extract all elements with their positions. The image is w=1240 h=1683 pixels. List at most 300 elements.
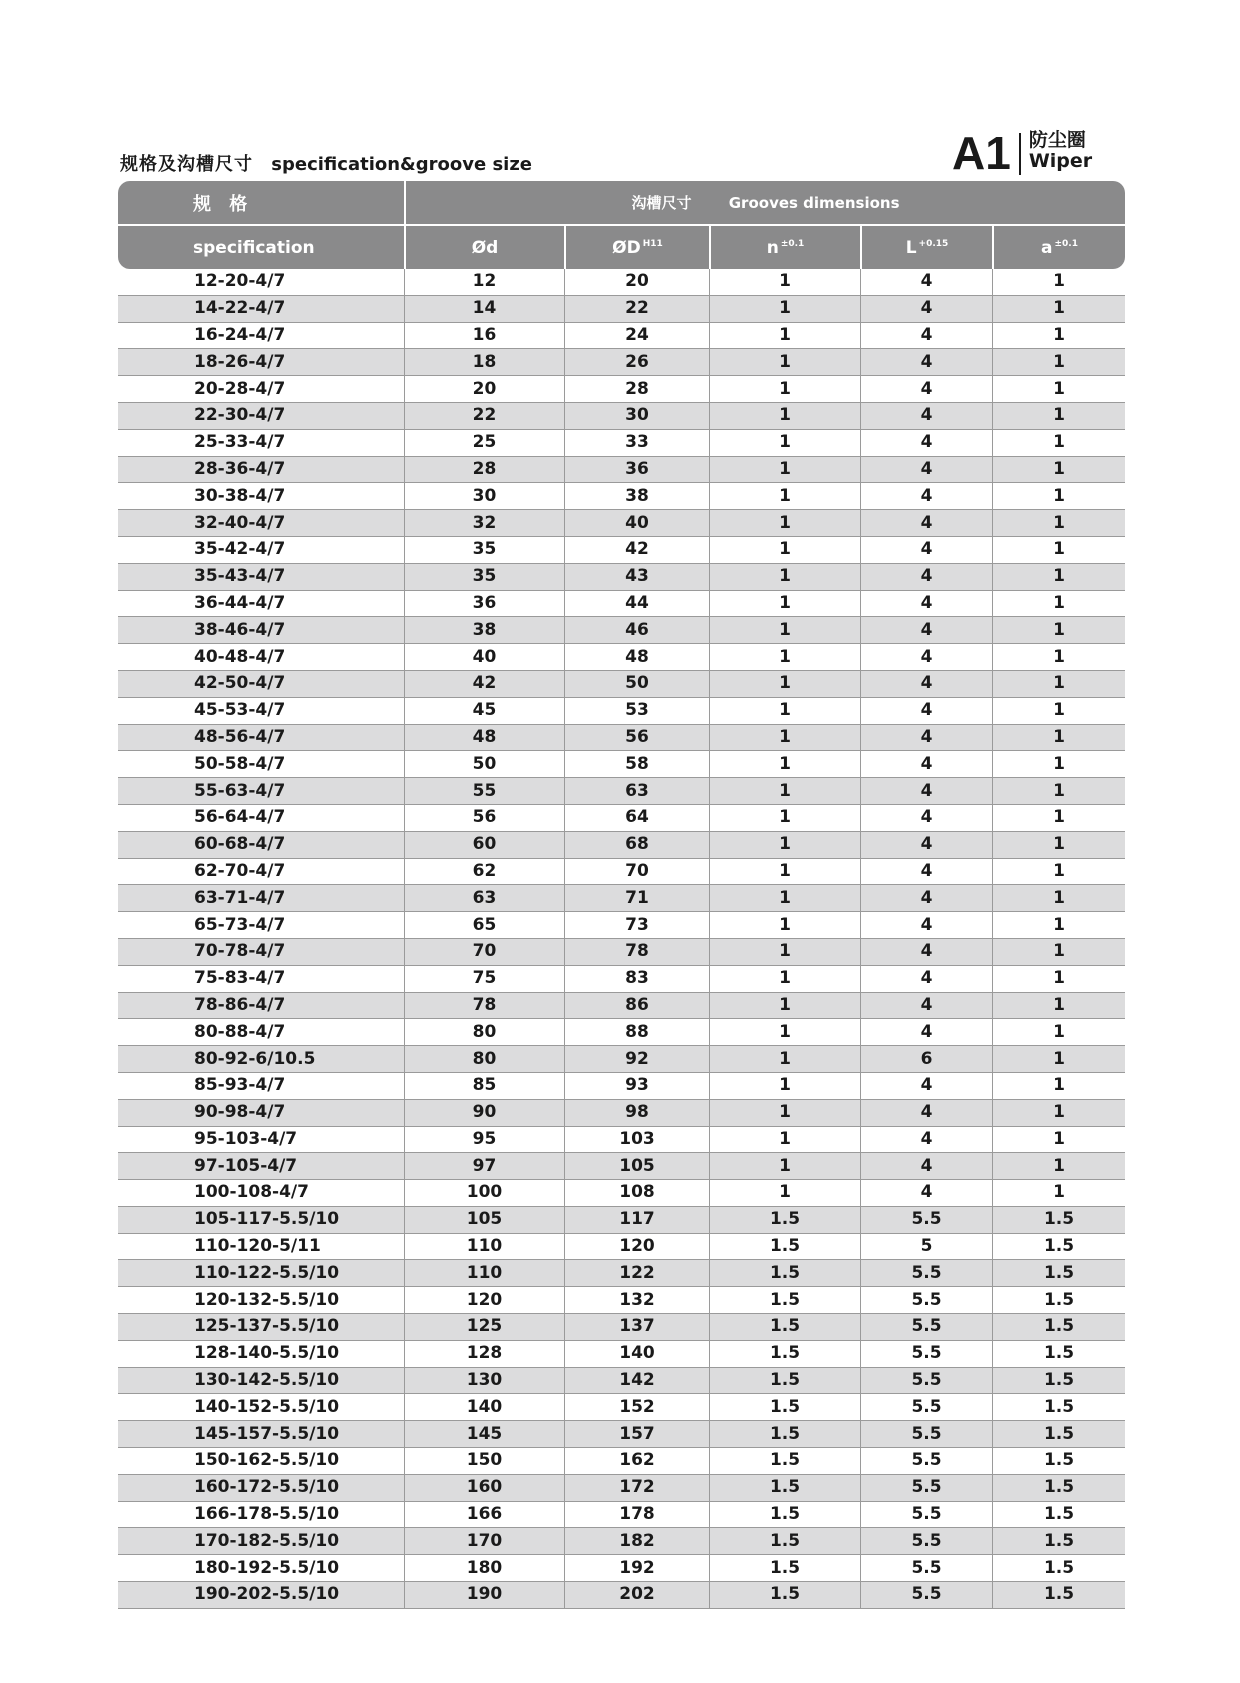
table-row: [118, 698, 1125, 725]
cell-D: 71: [564, 885, 709, 912]
cell-spec: 55-63-4/7: [118, 778, 404, 805]
cell-D: 192: [564, 1555, 709, 1582]
cell-d: 63: [404, 885, 564, 912]
cell-n: 1: [709, 1073, 860, 1100]
cell-n: 1: [709, 537, 860, 564]
cell-L: 5.5: [860, 1368, 992, 1395]
cell-d: 40: [404, 644, 564, 671]
cell-D: 172: [564, 1475, 709, 1502]
table-row: [118, 725, 1125, 752]
table-row: [118, 751, 1125, 778]
header-col-d: Ød: [404, 224, 564, 269]
product-name: [1029, 130, 1092, 172]
cell-a: 1: [992, 269, 1125, 296]
cell-spec: 105-117-5.5/10: [118, 1207, 404, 1234]
cell-L: 4: [860, 296, 992, 323]
product-name-cn: 防尘圈: [1028, 129, 1086, 151]
cell-spec: 130-142-5.5/10: [118, 1368, 404, 1395]
cell-L: 5.5: [860, 1555, 992, 1582]
cell-L: 5.5: [860, 1341, 992, 1368]
cell-D: 33: [564, 430, 709, 457]
table-row: [118, 1582, 1125, 1609]
cell-a: 1.5: [992, 1448, 1125, 1475]
cell-L: 4: [860, 1073, 992, 1100]
cell-d: 50: [404, 751, 564, 778]
table-row: [118, 591, 1125, 618]
table-row: [118, 349, 1125, 376]
cell-d: 150: [404, 1448, 564, 1475]
cell-L: 5.5: [860, 1260, 992, 1287]
cell-a: 1.5: [992, 1234, 1125, 1261]
cell-L: 4: [860, 912, 992, 939]
cell-a: 1.5: [992, 1394, 1125, 1421]
cell-spec: 32-40-4/7: [118, 510, 404, 537]
cell-a: 1: [992, 778, 1125, 805]
header-spec-en: specification: [118, 224, 404, 269]
cell-L: 4: [860, 966, 992, 993]
cell-d: 97: [404, 1153, 564, 1180]
cell-a: 1.5: [992, 1341, 1125, 1368]
cell-n: 1: [709, 751, 860, 778]
cell-spec: 42-50-4/7: [118, 671, 404, 698]
cell-d: 125: [404, 1314, 564, 1341]
cell-a: 1: [992, 1100, 1125, 1127]
cell-L: 4: [860, 537, 992, 564]
cell-n: 1: [709, 644, 860, 671]
cell-a: 1: [992, 698, 1125, 725]
cell-d: 55: [404, 778, 564, 805]
cell-D: 182: [564, 1528, 709, 1555]
cell-n: 1: [709, 778, 860, 805]
cell-n: 1: [709, 805, 860, 832]
cell-L: 4: [860, 751, 992, 778]
cell-d: 90: [404, 1100, 564, 1127]
cell-n: 1: [709, 966, 860, 993]
table-row: [118, 269, 1125, 296]
cell-n: 1: [709, 510, 860, 537]
cell-n: 1: [709, 725, 860, 752]
cell-spec: 25-33-4/7: [118, 430, 404, 457]
table-row: [118, 671, 1125, 698]
cell-a: 1: [992, 939, 1125, 966]
cell-spec: 97-105-4/7: [118, 1153, 404, 1180]
cell-L: 4: [860, 778, 992, 805]
cell-n: 1: [709, 269, 860, 296]
cell-D: 92: [564, 1046, 709, 1073]
table-body: [118, 269, 1125, 1609]
cell-a: 1: [992, 912, 1125, 939]
spec-table: [118, 181, 1125, 1609]
table-row: [118, 1475, 1125, 1502]
cell-d: 60: [404, 832, 564, 859]
table-row: [118, 993, 1125, 1020]
cell-D: 83: [564, 966, 709, 993]
cell-n: 1.5: [709, 1368, 860, 1395]
cell-a: 1: [992, 1153, 1125, 1180]
cell-d: 16: [404, 323, 564, 350]
cell-spec: 140-152-5.5/10: [118, 1394, 404, 1421]
cell-n: 1: [709, 457, 860, 484]
cell-d: 70: [404, 939, 564, 966]
cell-a: 1: [992, 644, 1125, 671]
cell-d: 180: [404, 1555, 564, 1582]
cell-n: 1: [709, 349, 860, 376]
table-row: [118, 939, 1125, 966]
cell-L: 4: [860, 698, 992, 725]
cell-a: 1: [992, 832, 1125, 859]
cell-L: 4: [860, 483, 992, 510]
cell-n: 1: [709, 993, 860, 1020]
cell-d: 32: [404, 510, 564, 537]
cell-D: 28: [564, 376, 709, 403]
cell-L: 5: [860, 1234, 992, 1261]
header-spec-cn: 规 格: [118, 181, 404, 224]
cell-n: 1.5: [709, 1448, 860, 1475]
table-row: [118, 859, 1125, 886]
cell-D: 30: [564, 403, 709, 430]
cell-L: 4: [860, 1180, 992, 1207]
cell-L: 5.5: [860, 1287, 992, 1314]
cell-a: 1: [992, 725, 1125, 752]
cell-L: 5.5: [860, 1314, 992, 1341]
table-row: [118, 483, 1125, 510]
cell-L: 4: [860, 885, 992, 912]
cell-spec: 14-22-4/7: [118, 296, 404, 323]
cell-D: 140: [564, 1341, 709, 1368]
table-row: [118, 1528, 1125, 1555]
cell-D: 46: [564, 617, 709, 644]
cell-d: 110: [404, 1260, 564, 1287]
cell-L: 4: [860, 832, 992, 859]
table-row: [118, 1180, 1125, 1207]
cell-L: 5.5: [860, 1528, 992, 1555]
cell-D: 86: [564, 993, 709, 1020]
cell-spec: 95-103-4/7: [118, 1127, 404, 1154]
cell-spec: 38-46-4/7: [118, 617, 404, 644]
cell-a: 1: [992, 993, 1125, 1020]
cell-spec: 85-93-4/7: [118, 1073, 404, 1100]
cell-D: 43: [564, 564, 709, 591]
cell-d: 42: [404, 671, 564, 698]
cell-spec: 48-56-4/7: [118, 725, 404, 752]
cell-L: 6: [860, 1046, 992, 1073]
cell-n: 1: [709, 1100, 860, 1127]
cell-D: 38: [564, 483, 709, 510]
cell-D: 120: [564, 1234, 709, 1261]
cell-D: 36: [564, 457, 709, 484]
cell-D: 24: [564, 323, 709, 350]
cell-D: 58: [564, 751, 709, 778]
cell-a: 1: [992, 805, 1125, 832]
cell-L: 4: [860, 617, 992, 644]
table-row: [118, 832, 1125, 859]
cell-n: 1.5: [709, 1528, 860, 1555]
cell-n: 1: [709, 323, 860, 350]
cell-D: 157: [564, 1421, 709, 1448]
cell-spec: 160-172-5.5/10: [118, 1475, 404, 1502]
cell-d: 36: [404, 591, 564, 618]
cell-D: 48: [564, 644, 709, 671]
cell-spec: 75-83-4/7: [118, 966, 404, 993]
cell-D: 73: [564, 912, 709, 939]
cell-d: 190: [404, 1582, 564, 1609]
cell-D: 64: [564, 805, 709, 832]
cell-d: 56: [404, 805, 564, 832]
cell-n: 1.5: [709, 1394, 860, 1421]
cell-spec: 166-178-5.5/10: [118, 1502, 404, 1529]
cell-L: 5.5: [860, 1421, 992, 1448]
cell-d: 20: [404, 376, 564, 403]
cell-d: 166: [404, 1502, 564, 1529]
cell-L: 4: [860, 269, 992, 296]
cell-L: 4: [860, 349, 992, 376]
cell-d: 85: [404, 1073, 564, 1100]
table-row: [118, 1153, 1125, 1180]
cell-spec: 190-202-5.5/10: [118, 1582, 404, 1609]
cell-a: 1.5: [992, 1421, 1125, 1448]
cell-n: 1.5: [709, 1475, 860, 1502]
cell-spec: 56-64-4/7: [118, 805, 404, 832]
cell-spec: 63-71-4/7: [118, 885, 404, 912]
cell-d: 140: [404, 1394, 564, 1421]
cell-a: 1: [992, 483, 1125, 510]
table-row: [118, 1127, 1125, 1154]
header-col-a: a $^{\pm 0.1}$: [992, 224, 1125, 269]
table-row: [118, 1260, 1125, 1287]
cell-L: 4: [860, 1019, 992, 1046]
cell-n: 1.5: [709, 1287, 860, 1314]
cell-d: 95: [404, 1127, 564, 1154]
table-row: [118, 617, 1125, 644]
header-grooves-en: Grooves dimensions: [728, 194, 900, 212]
cell-n: 1: [709, 403, 860, 430]
cell-D: 93: [564, 1073, 709, 1100]
cell-L: 4: [860, 805, 992, 832]
cell-spec: 90-98-4/7: [118, 1100, 404, 1127]
header-grooves: [404, 181, 1125, 224]
cell-L: 5.5: [860, 1394, 992, 1421]
cell-L: 4: [860, 376, 992, 403]
cell-a: 1: [992, 564, 1125, 591]
cell-d: 62: [404, 859, 564, 886]
cell-a: 1: [992, 403, 1125, 430]
cell-D: 22: [564, 296, 709, 323]
cell-a: 1: [992, 1019, 1125, 1046]
cell-D: 103: [564, 1127, 709, 1154]
cell-spec: 80-92-6/10.5: [118, 1046, 404, 1073]
cell-a: 1: [992, 323, 1125, 350]
cell-a: 1: [992, 1180, 1125, 1207]
cell-a: 1.5: [992, 1555, 1125, 1582]
cell-spec: 36-44-4/7: [118, 591, 404, 618]
cell-d: 100: [404, 1180, 564, 1207]
cell-L: 5.5: [860, 1582, 992, 1609]
cell-D: 98: [564, 1100, 709, 1127]
title-cn: 规格及沟槽尺寸: [120, 154, 253, 175]
table-row: [118, 323, 1125, 350]
cell-L: 4: [860, 725, 992, 752]
table-row: [118, 1100, 1125, 1127]
cell-D: 68: [564, 832, 709, 859]
cell-D: 117: [564, 1207, 709, 1234]
cell-a: 1: [992, 349, 1125, 376]
cell-n: 1: [709, 1180, 860, 1207]
table-row: [118, 885, 1125, 912]
table-row: [118, 966, 1125, 993]
cell-spec: 150-162-5.5/10: [118, 1448, 404, 1475]
cell-spec: 22-30-4/7: [118, 403, 404, 430]
cell-D: 105: [564, 1153, 709, 1180]
cell-n: 1: [709, 885, 860, 912]
cell-D: 132: [564, 1287, 709, 1314]
cell-a: 1.5: [992, 1502, 1125, 1529]
cell-L: 4: [860, 1153, 992, 1180]
cell-d: 105: [404, 1207, 564, 1234]
cell-a: 1: [992, 430, 1125, 457]
cell-d: 78: [404, 993, 564, 1020]
cell-spec: 50-58-4/7: [118, 751, 404, 778]
cell-n: 1: [709, 296, 860, 323]
cell-d: 160: [404, 1475, 564, 1502]
cell-n: 1: [709, 859, 860, 886]
cell-n: 1.5: [709, 1502, 860, 1529]
cell-L: 4: [860, 1100, 992, 1127]
cell-spec: 30-38-4/7: [118, 483, 404, 510]
table-row: [118, 1234, 1125, 1261]
cell-spec: 78-86-4/7: [118, 993, 404, 1020]
cell-d: 30: [404, 483, 564, 510]
cell-n: 1.5: [709, 1207, 860, 1234]
cell-d: 170: [404, 1528, 564, 1555]
cell-L: 5.5: [860, 1475, 992, 1502]
cell-spec: 40-48-4/7: [118, 644, 404, 671]
cell-D: 88: [564, 1019, 709, 1046]
cell-n: 1: [709, 832, 860, 859]
cell-spec: 45-53-4/7: [118, 698, 404, 725]
table-row: [118, 1046, 1125, 1073]
cell-d: 22: [404, 403, 564, 430]
table-row: [118, 457, 1125, 484]
cell-L: 4: [860, 859, 992, 886]
cell-spec: 12-20-4/7: [118, 269, 404, 296]
cell-a: 1: [992, 591, 1125, 618]
cell-D: 63: [564, 778, 709, 805]
cell-n: 1: [709, 1019, 860, 1046]
cell-a: 1: [992, 966, 1125, 993]
cell-spec: 35-42-4/7: [118, 537, 404, 564]
table-row: [118, 537, 1125, 564]
cell-L: 5.5: [860, 1448, 992, 1475]
cell-d: 14: [404, 296, 564, 323]
cell-spec: 145-157-5.5/10: [118, 1421, 404, 1448]
cell-n: 1: [709, 912, 860, 939]
cell-n: 1: [709, 698, 860, 725]
cell-D: 202: [564, 1582, 709, 1609]
cell-D: 26: [564, 349, 709, 376]
cell-a: 1.5: [992, 1260, 1125, 1287]
table-row: [118, 1368, 1125, 1395]
cell-a: 1: [992, 510, 1125, 537]
cell-L: 4: [860, 993, 992, 1020]
cell-L: 4: [860, 564, 992, 591]
cell-n: 1.5: [709, 1582, 860, 1609]
cell-spec: 128-140-5.5/10: [118, 1341, 404, 1368]
table-row: [118, 376, 1125, 403]
cell-L: 4: [860, 591, 992, 618]
cell-a: 1: [992, 859, 1125, 886]
cell-n: 1.5: [709, 1314, 860, 1341]
cell-spec: 16-24-4/7: [118, 323, 404, 350]
cell-D: 152: [564, 1394, 709, 1421]
cell-n: 1: [709, 376, 860, 403]
cell-d: 110: [404, 1234, 564, 1261]
cell-a: 1: [992, 1073, 1125, 1100]
table-row: [118, 644, 1125, 671]
table-row: [118, 1314, 1125, 1341]
table-row: [118, 1287, 1125, 1314]
cell-n: 1.5: [709, 1421, 860, 1448]
cell-spec: 70-78-4/7: [118, 939, 404, 966]
table-row: [118, 1073, 1125, 1100]
cell-spec: 65-73-4/7: [118, 912, 404, 939]
cell-n: 1: [709, 671, 860, 698]
cell-d: 145: [404, 1421, 564, 1448]
table-row: [118, 403, 1125, 430]
table-row: [118, 778, 1125, 805]
cell-a: 1: [992, 617, 1125, 644]
cell-spec: 110-122-5.5/10: [118, 1260, 404, 1287]
cell-D: 142: [564, 1368, 709, 1395]
cell-spec: 180-192-5.5/10: [118, 1555, 404, 1582]
cell-L: 4: [860, 430, 992, 457]
cell-d: 80: [404, 1019, 564, 1046]
cell-L: 4: [860, 1127, 992, 1154]
cell-L: 4: [860, 671, 992, 698]
cell-n: 1: [709, 591, 860, 618]
product-name-en: Wiper: [1028, 150, 1093, 172]
cell-a: 1.5: [992, 1582, 1125, 1609]
cell-spec: 62-70-4/7: [118, 859, 404, 886]
cell-d: 12: [404, 269, 564, 296]
cell-D: 108: [564, 1180, 709, 1207]
cell-D: 20: [564, 269, 709, 296]
table-row: [118, 1394, 1125, 1421]
title-en: specification&groove size: [271, 154, 533, 175]
cell-a: 1.5: [992, 1314, 1125, 1341]
cell-spec: 35-43-4/7: [118, 564, 404, 591]
cell-spec: 80-88-4/7: [118, 1019, 404, 1046]
cell-a: 1: [992, 1046, 1125, 1073]
cell-D: 53: [564, 698, 709, 725]
cell-d: 65: [404, 912, 564, 939]
cell-L: 4: [860, 457, 992, 484]
cell-d: 120: [404, 1287, 564, 1314]
cell-L: 4: [860, 323, 992, 350]
cell-D: 162: [564, 1448, 709, 1475]
cell-D: 50: [564, 671, 709, 698]
cell-n: 1: [709, 430, 860, 457]
cell-n: 1: [709, 1127, 860, 1154]
cell-n: 1: [709, 1046, 860, 1073]
cell-a: 1: [992, 885, 1125, 912]
cell-d: 128: [404, 1341, 564, 1368]
cell-a: 1.5: [992, 1368, 1125, 1395]
cell-L: 4: [860, 939, 992, 966]
cell-a: 1: [992, 751, 1125, 778]
cell-d: 80: [404, 1046, 564, 1073]
header-col-D: ØD $^{H11}$: [564, 224, 709, 269]
cell-L: 5.5: [860, 1207, 992, 1234]
